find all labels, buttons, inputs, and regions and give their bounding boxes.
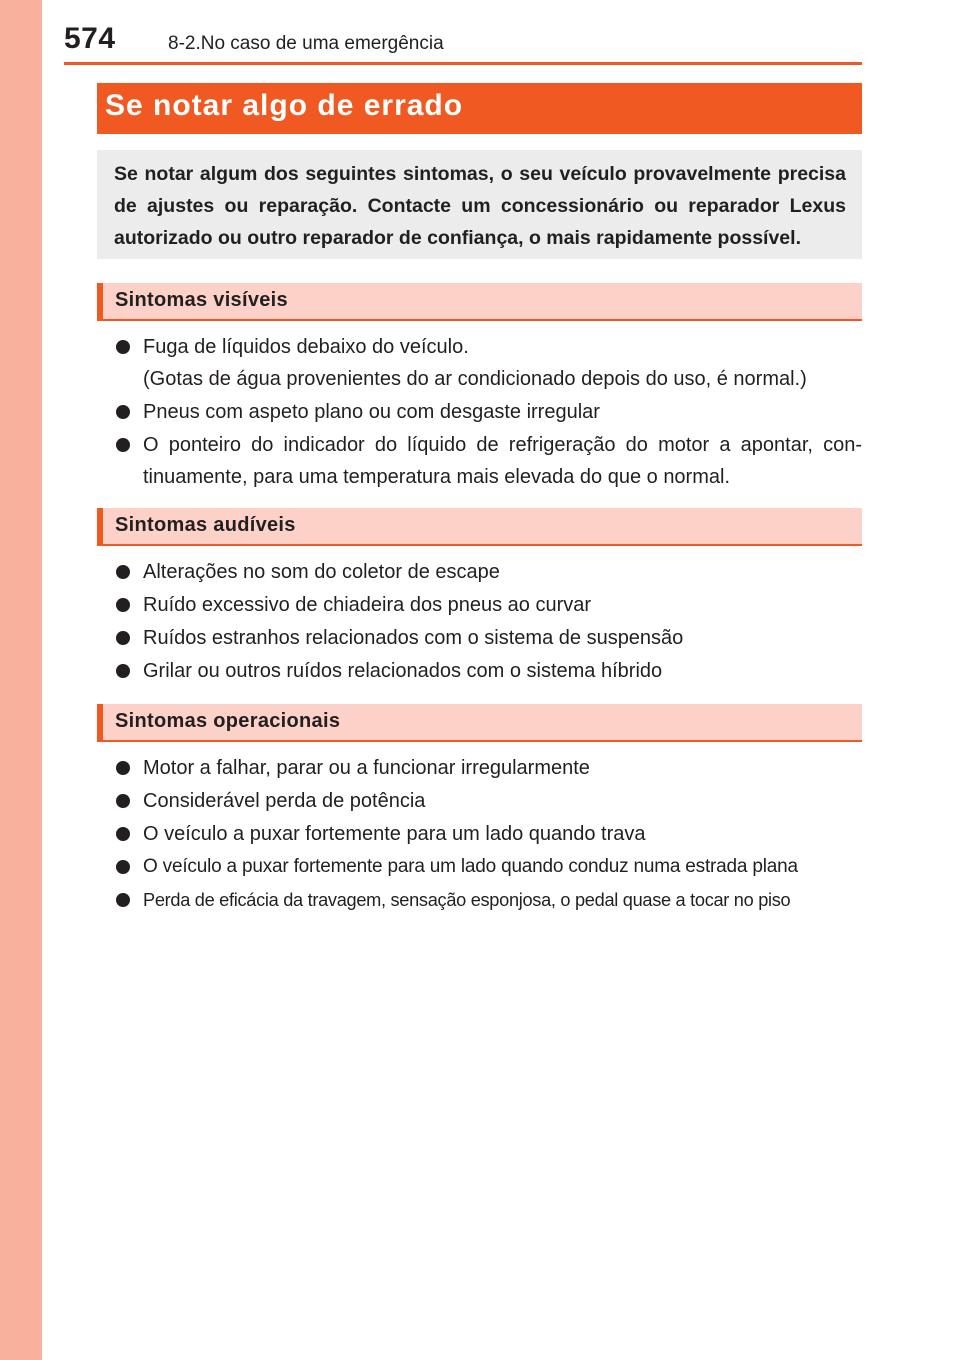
section-path: 8-2.No caso de uma emergência — [168, 33, 444, 54]
list-item-text: Considerável perda de potência — [143, 790, 426, 812]
list-item-text: O veículo a puxar fortemente para um lado quando trava — [143, 823, 646, 845]
list-item — [116, 396, 862, 428]
list-item — [116, 429, 862, 493]
list-item — [116, 622, 862, 654]
bullet-dot-icon — [116, 438, 130, 452]
bullet-dot-icon — [116, 860, 130, 874]
list-item-text: O ponteiro do indicador do líquido de refrigeração do motor a apontar, con- — [143, 434, 862, 456]
section-heading-operational — [97, 704, 862, 742]
header-rule — [64, 62, 862, 65]
list-item — [116, 589, 862, 621]
intro-text: Se notar algum dos seguintes sintomas, o seu veículo provavelmente precisa de ajustes ou reparação. Contacte um concessionário ou reparador Lexus autorizado ou outro reparador de confiança, o mais rapidamente possível. — [114, 163, 846, 249]
bullet-dot-icon — [116, 405, 130, 419]
bullet-dot-icon — [116, 794, 130, 808]
list-item — [116, 556, 862, 588]
bullet-dot-icon — [116, 761, 130, 775]
section-heading-label: Sintomas visíveis — [115, 289, 288, 311]
list-item-text: Ruídos estranhos relacionados com o sistema de suspensão — [143, 627, 684, 649]
bullet-dot-icon — [116, 827, 130, 841]
bullet-dot-icon — [116, 631, 130, 645]
operational-symptoms-list — [116, 752, 862, 917]
page-title: Se notar algo de errado — [105, 89, 464, 122]
list-item-text: Pneus com aspeto plano ou com desgaste irregular — [143, 401, 600, 423]
list-item — [116, 785, 862, 817]
bullet-dot-icon — [116, 664, 130, 678]
list-item-text: Grilar ou outros ruídos relacionados com o sistema híbrido — [143, 660, 663, 682]
list-item — [116, 752, 862, 784]
visible-symptoms-list — [116, 331, 862, 494]
list-item-text: Ruído excessivo de chiadeira dos pneus ao curvar — [143, 594, 592, 616]
list-item — [116, 884, 862, 916]
list-item-text: Motor a falhar, parar ou a funcionar irregularmente — [143, 757, 590, 779]
audible-symptoms-list — [116, 556, 862, 688]
title-bar — [97, 83, 862, 134]
list-item-text: Perda de eficácia da travagem, sensação esponjosa, o pedal quase a tocar no piso — [143, 890, 791, 910]
side-tab-strip — [0, 0, 42, 1360]
list-item-text: Fuga de líquidos debaixo do veículo. — [143, 336, 469, 358]
list-item-text: Alterações no som do coletor de escape — [143, 561, 500, 583]
list-item — [116, 818, 862, 850]
list-item — [116, 331, 862, 395]
list-item — [116, 851, 862, 883]
section-heading-visible — [97, 283, 862, 321]
section-heading-audible — [97, 508, 862, 546]
bullet-dot-icon — [116, 598, 130, 612]
list-item-text: tinuamente, para uma temperatura mais elevada do que o normal. — [143, 466, 731, 488]
bullet-dot-icon — [116, 340, 130, 354]
bullet-dot-icon — [116, 893, 130, 907]
list-item — [116, 655, 862, 687]
bullet-dot-icon — [116, 565, 130, 579]
list-item-note: (Gotas de água provenientes do ar condicionado depois do uso, é normal.) — [143, 368, 807, 390]
list-item-text: O veículo a puxar fortemente para um lado quando conduz numa estrada plana — [143, 856, 798, 877]
page-number: 574 — [64, 22, 116, 55]
intro-box — [97, 150, 862, 259]
section-heading-label: Sintomas operacionais — [115, 710, 341, 732]
section-heading-label: Sintomas audíveis — [115, 514, 296, 536]
